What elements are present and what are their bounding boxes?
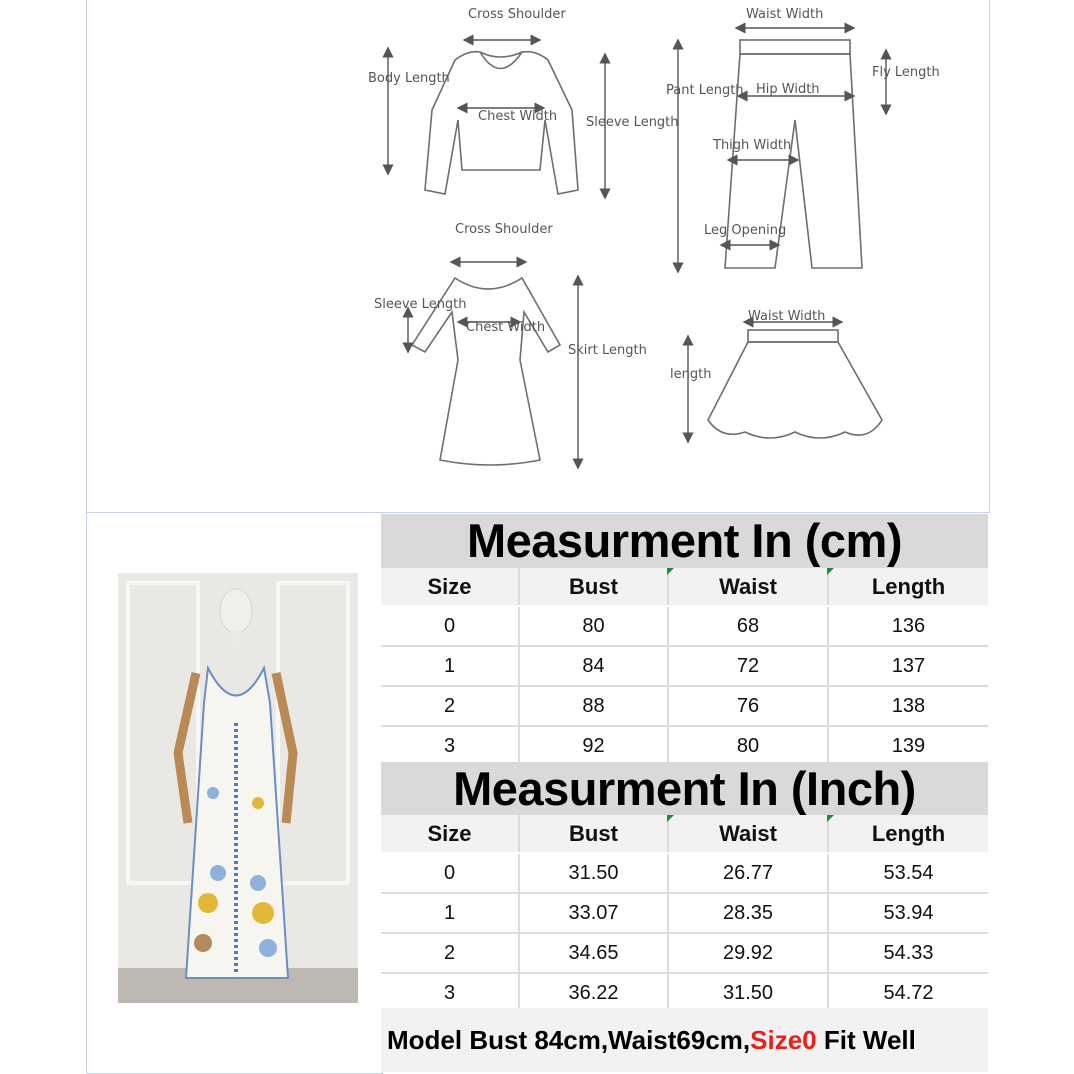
table-header-row <box>381 815 988 853</box>
skirt-diagram <box>670 309 882 438</box>
table-row <box>381 933 988 973</box>
cell-length: 136 <box>828 606 988 646</box>
label-body-length: Body Length <box>368 71 450 86</box>
table-row <box>381 606 988 646</box>
table-row <box>381 646 988 686</box>
cell-waist: 29.92 <box>668 933 828 973</box>
pants-diagram <box>666 7 940 268</box>
col-header-waist: Waist <box>668 568 828 606</box>
col-header-bust: Bust <box>519 568 668 606</box>
label-waist-width-2: Waist Width <box>748 309 826 324</box>
label-chest-width-1: Chest Width <box>478 109 558 124</box>
label-fly-length: Fly Length <box>872 65 940 80</box>
product-photo <box>118 573 358 1003</box>
dress-diagram <box>374 222 647 465</box>
model-fit-note <box>381 1008 988 1072</box>
cell-waist: 68 <box>668 606 828 646</box>
note-prefix: Model Bust 84cm,Waist69cm, <box>387 1025 751 1055</box>
inch-size-table <box>381 815 988 1014</box>
cell-waist: 28.35 <box>668 893 828 933</box>
cell-length: 53.94 <box>828 893 988 933</box>
cell-size: 2 <box>381 686 519 726</box>
label-waist-width-1: Waist Width <box>746 7 824 22</box>
cell-size: 1 <box>381 893 519 933</box>
cell-length: 138 <box>828 686 988 726</box>
cell-waist: 31.50 <box>668 973 828 1013</box>
label-cross-shoulder-2: Cross Shoulder <box>455 222 553 237</box>
table-row <box>381 726 988 766</box>
cell-bust: 88 <box>519 686 668 726</box>
cell-bust: 36.22 <box>519 973 668 1013</box>
inch-table-title: Measurment In (Inch) <box>381 762 988 816</box>
cell-length: 137 <box>828 646 988 686</box>
table-row <box>381 853 988 893</box>
col-header-length: Length <box>828 815 988 853</box>
col-header-length: Length <box>828 568 988 606</box>
measurement-diagrams <box>0 0 1074 512</box>
label-hip-width: Hip Width <box>756 82 820 97</box>
cm-size-table <box>381 568 988 767</box>
note-suffix: Fit Well <box>816 1025 916 1055</box>
cell-size: 2 <box>381 933 519 973</box>
col-header-size: Size <box>381 815 519 853</box>
cell-length: 139 <box>828 726 988 766</box>
sweater-diagram <box>368 7 679 194</box>
cm-table-title: Measurment In (cm) <box>381 514 988 568</box>
table-header-row <box>381 568 988 606</box>
table-row <box>381 893 988 933</box>
table-row <box>381 973 988 1013</box>
label-skirt-length: Skirt Length <box>568 343 647 358</box>
note-highlight-size: Size0 <box>750 1025 817 1055</box>
cell-waist: 76 <box>668 686 828 726</box>
label-leg-opening: Leg Opening <box>704 223 787 238</box>
label-chest-width-2: Chest Width <box>466 320 546 335</box>
col-header-bust: Bust <box>519 815 668 853</box>
cell-size: 1 <box>381 646 519 686</box>
cell-waist: 72 <box>668 646 828 686</box>
col-header-waist: Waist <box>668 815 828 853</box>
cell-bust: 31.50 <box>519 853 668 893</box>
cell-length: 54.72 <box>828 973 988 1013</box>
label-pant-length: Pant Length <box>666 83 744 98</box>
col-header-size: Size <box>381 568 519 606</box>
cell-size: 0 <box>381 853 519 893</box>
cell-length: 54.33 <box>828 933 988 973</box>
cell-bust: 80 <box>519 606 668 646</box>
label-skirt-length-short: length <box>670 367 712 382</box>
cell-bust: 92 <box>519 726 668 766</box>
cell-size: 3 <box>381 973 519 1013</box>
label-cross-shoulder-1: Cross Shoulder <box>468 7 566 22</box>
label-sleeve-length-1: Sleeve Length <box>586 115 679 130</box>
cell-size: 3 <box>381 726 519 766</box>
label-sleeve-length-2: Sleeve Length <box>374 297 467 312</box>
cell-waist: 80 <box>668 726 828 766</box>
cell-bust: 33.07 <box>519 893 668 933</box>
cell-bust: 84 <box>519 646 668 686</box>
label-thigh-width: Thigh Width <box>713 138 792 153</box>
cell-bust: 34.65 <box>519 933 668 973</box>
cell-waist: 26.77 <box>668 853 828 893</box>
table-row <box>381 686 988 726</box>
cell-length: 53.54 <box>828 853 988 893</box>
cell-size: 0 <box>381 606 519 646</box>
